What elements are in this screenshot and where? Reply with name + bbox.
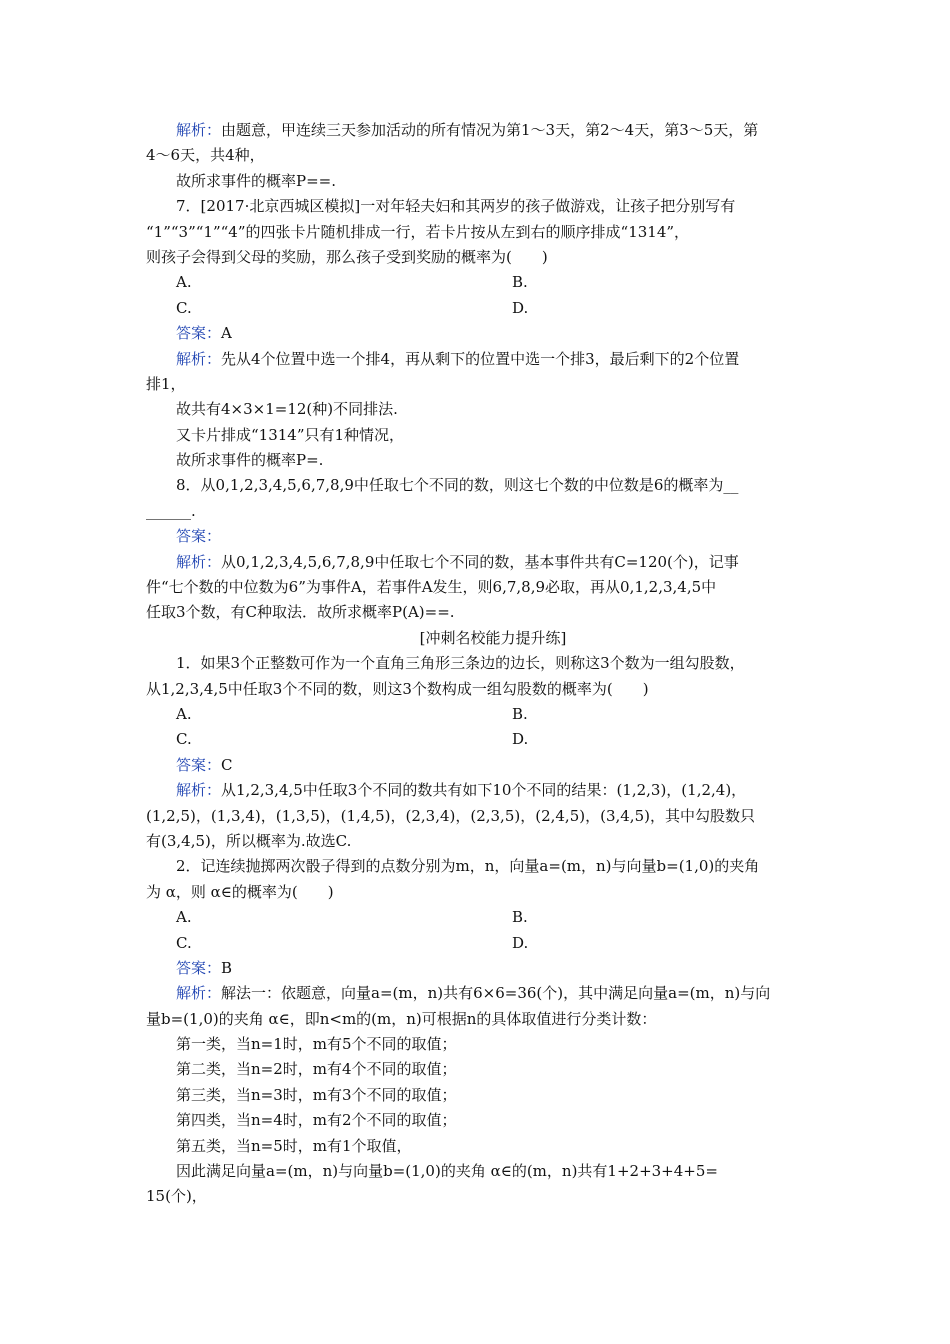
option-c: C.	[176, 730, 192, 749]
option-c: C.	[176, 298, 192, 317]
solution-line: 故所求事件的概率P=.	[176, 451, 324, 470]
option-c: C.	[176, 933, 192, 952]
question-7-line: “1”“3”“1”“4”的四张卡片随机排成一行，若卡片按从左到右的顺序排成“1314”，	[146, 222, 690, 241]
solution-line: 4～6天，共4种，	[146, 146, 265, 165]
question-7-line: 则孩子会得到父母的奖励，那么孩子受到奖励的概率为( )	[146, 247, 548, 266]
option-d: D.	[512, 730, 529, 749]
case-line: 第五类，当n=5时，m有1个取值，	[176, 1136, 412, 1155]
problem-2-line: 2．记连续抛掷两次骰子得到的点数分别为m，n，向量a=(m，n)与向量b=(1,0)的夹角	[176, 857, 760, 876]
solution-line: 量b=(1,0)的夹角 α∈，即n<m的(m，n)可根据n的具体取值进行分类计数：	[146, 1009, 657, 1028]
option-a: A.	[176, 704, 192, 723]
answer-label: 答案：	[176, 324, 222, 343]
question-8-line: 8．从0,1,2,3,4,5,6,7,8,9中任取七个不同的数，则这七个数的中位数是6的概率为__	[176, 476, 739, 495]
solution-line	[146, 550, 810, 575]
solution-line	[146, 347, 810, 372]
problem-2-line: 为 α，则 α∈的概率为( )	[146, 882, 334, 901]
solution-line	[146, 118, 810, 143]
case-line: 第四类，当n=4时，m有2个不同的取值；	[176, 1111, 457, 1130]
solution-text: 由题意，甲连续三天参加活动的所有情况为第1～3天，第2～4天，第3～5天，第	[221, 121, 759, 139]
case-line: 第二类，当n=2时，m有4个不同的取值；	[176, 1060, 457, 1079]
option-b: B.	[512, 273, 528, 292]
question-8-line: ______.	[146, 501, 196, 520]
answer-line	[146, 321, 810, 346]
options-row	[146, 905, 810, 930]
solution-line	[146, 778, 810, 803]
question-7-line: 7．[2017·北京西城区模拟]一对年轻夫妇和其两岁的孩子做游戏，让孩子把分别写有	[176, 197, 736, 216]
answer-line	[146, 524, 810, 549]
solution-label: 解析：	[176, 552, 222, 571]
answer-line	[146, 956, 810, 981]
solution-label: 解析：	[176, 984, 222, 1003]
solution-line: 故所求事件的概率P==.	[176, 171, 336, 190]
case-line: 第一类，当n=1时，m有5个不同的取值；	[176, 1035, 457, 1054]
solution-text: 先从4个位置中选一个排4，再从剩下的位置中选一个排3，最后剩下的2个位置	[221, 349, 740, 368]
solution-line: 15(个)，	[146, 1187, 207, 1206]
solution-line: 故共有4×3×1=12(种)不同排法.	[176, 400, 398, 419]
solution-line: 又卡片排成“1314”只有1种情况，	[176, 425, 405, 444]
option-d: D.	[512, 298, 529, 317]
solution-line: 任取3个数，有C种取法．故所求概率P(A)==.	[146, 603, 455, 622]
solution-line	[146, 981, 810, 1006]
solution-line: 有(3,4,5)，所以概率为.故选C.	[146, 831, 352, 850]
option-b: B.	[512, 908, 528, 927]
options-row	[146, 270, 810, 295]
solution-line: 排1，	[146, 374, 186, 393]
solution-text: 从0,1,2,3,4,5,6,7,8,9中任取七个不同的数，基本事件共有C=120(个)，记事	[221, 552, 739, 571]
solution-label: 解析：	[176, 781, 222, 800]
solution-line: 件“七个数的中位数为6”为事件A，若事件A发生，则6,7,8,9必取，再从0,1,2,3,4,5中	[146, 578, 717, 597]
solution-line: (1,2,5)，(1,3,4)，(1,3,5)，(1,4,5)，(2,3,4)，(2,3,5)，(2,4,5)，(3,4,5)，其中勾股数只	[146, 806, 755, 825]
solution-label: 解析：	[176, 349, 222, 368]
answer-value: A	[221, 324, 232, 343]
section-title: [冲刺名校能力提升练]	[419, 628, 567, 647]
option-a: A.	[176, 273, 192, 292]
problem-1-line: 从1,2,3,4,5中任取3个不同的数，则这3个数构成一组勾股数的概率为( )	[146, 679, 649, 698]
solution-text: 从1,2,3,4,5中任取3个不同的数共有如下10个不同的结果：(1,2,3)，(1,2,4)，	[221, 781, 747, 800]
solution-label: 解析：	[176, 121, 222, 139]
solution-line: 因此满足向量a=(m，n)与向量b=(1,0)的夹角 α∈的(m，n)共有1+2+3+4+5=	[176, 1162, 718, 1181]
option-a: A.	[176, 908, 192, 927]
options-row	[146, 727, 810, 752]
answer-value: C	[221, 755, 233, 774]
document-body	[146, 118, 810, 1210]
options-row	[146, 702, 810, 727]
answer-label: 答案：	[176, 527, 222, 546]
options-row	[146, 296, 810, 321]
option-b: B.	[512, 704, 528, 723]
answer-label: 答案：	[176, 958, 222, 977]
problem-1-line: 1．如果3个正整数可作为一个直角三角形三条边的边长，则称这3个数为一组勾股数，	[176, 654, 745, 673]
answer-line	[146, 753, 810, 778]
option-d: D.	[512, 933, 529, 952]
case-line: 第三类，当n=3时，m有3个不同的取值；	[176, 1085, 457, 1104]
solution-text: 解法一：依题意，向量a=(m，n)共有6×6=36(个)，其中满足向量a=(m，n)与向	[221, 984, 771, 1003]
answer-value: B	[221, 958, 233, 977]
options-row	[146, 931, 810, 956]
answer-label: 答案：	[176, 755, 222, 774]
